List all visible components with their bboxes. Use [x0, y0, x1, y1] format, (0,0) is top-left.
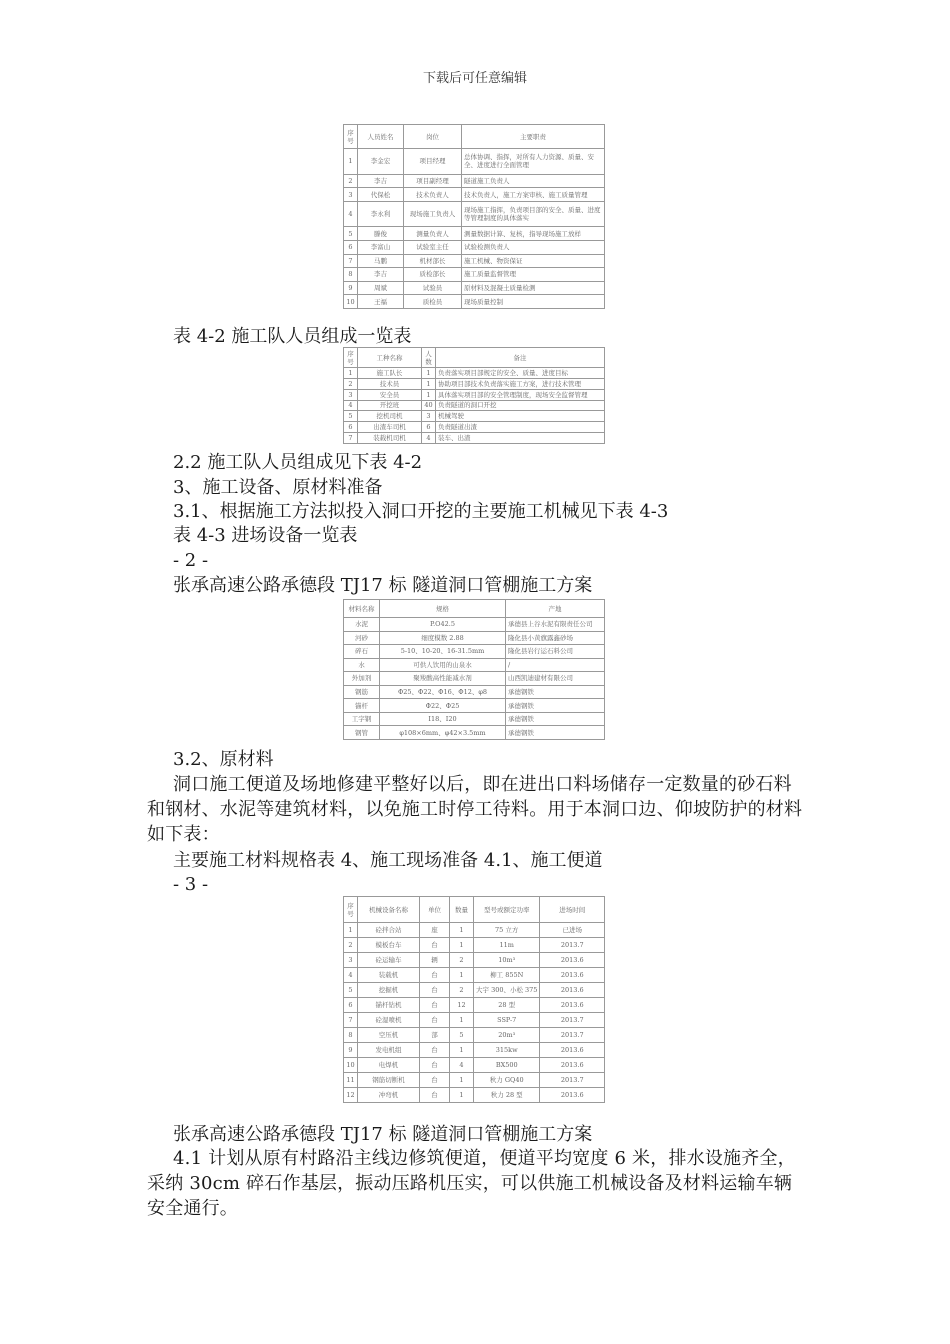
- table-header-cell: 数量: [450, 897, 474, 923]
- table-row: [344, 281, 605, 295]
- table-cell: 已进场: [540, 923, 605, 938]
- table-cell: 4: [344, 968, 358, 983]
- table-cell: 负责隧道的洞口开挖: [436, 400, 605, 411]
- table-cell: BX500: [474, 1058, 540, 1073]
- table-cell: 原材料及混凝土质量检测: [462, 281, 605, 295]
- table-cell: 1: [422, 378, 436, 389]
- table-cell: 2013.6: [540, 968, 605, 983]
- table-cell: 装载机司机: [358, 433, 422, 444]
- table-cell: 1: [422, 368, 436, 379]
- table-cell: 总体协调、指挥，对所有人力资源、质量、安全、进度进行全面管理: [462, 149, 605, 175]
- table-cell: 细度模数 2.88: [380, 631, 506, 645]
- table-cell: 11: [344, 1073, 358, 1088]
- materials-spec-line: 主要施工材料规格表 4、施工现场准备 4.1、施工便道: [173, 850, 603, 871]
- table-header-cell: 材料名称: [344, 600, 380, 618]
- table-row: [344, 953, 605, 968]
- table-cell: 质检员: [404, 295, 462, 309]
- table-cell: 隧道施工负责人: [462, 174, 605, 188]
- table-cell: 75 立方: [474, 923, 540, 938]
- section-3-heading: 3、施工设备、原材料准备: [173, 477, 383, 498]
- table-cell: 4: [344, 201, 358, 227]
- table-cell: P.O42.5: [380, 618, 506, 632]
- table-cell: 隆化县岩行运石料公司: [506, 645, 605, 659]
- table-cell: 台: [420, 1013, 450, 1028]
- table-cell: 柳工 855N: [474, 968, 540, 983]
- table-cell: 承德钢铁: [506, 712, 605, 726]
- table-cell: 技术员: [358, 378, 422, 389]
- access-road-paragraph: 4.1 计划从原有村路沿主线边修筑便道，便道平均宽度 6 米，排水设施齐全，采纳 30cm 碎石作基层，振动压路机压实，可以供施工机械设备及材料运输车辆安全通行。: [147, 1148, 796, 1219]
- table-cell: 6: [344, 422, 358, 433]
- table-cell: 9: [344, 281, 358, 295]
- table-cell: 台: [420, 998, 450, 1013]
- table-cell: 砼运输车: [358, 953, 420, 968]
- table-row: [344, 1013, 605, 1028]
- table-cell: 台: [420, 1073, 450, 1088]
- table-cell: 10: [344, 295, 358, 309]
- table-cell: 1: [450, 938, 474, 953]
- table-cell: 3: [344, 188, 358, 202]
- table-cell: 工字钢: [344, 712, 380, 726]
- table-row: [344, 685, 605, 699]
- table-cell: 台: [420, 938, 450, 953]
- table-cell: 1: [450, 968, 474, 983]
- table-cell: 5: [344, 227, 358, 241]
- table-cell: 1: [450, 1073, 474, 1088]
- table-cell: 协助项目部技术负责落实施工方案，进行技术管理: [436, 378, 605, 389]
- table-header-cell: 规格: [380, 600, 506, 618]
- table-cell: 马鹏: [358, 254, 404, 268]
- table-row: [344, 645, 605, 659]
- section-2-2: 2.2 施工队人员组成见下表 4-2: [173, 452, 423, 473]
- equipment-table: [343, 896, 605, 1103]
- table-cell: 2: [344, 174, 358, 188]
- table-cell: 锚杆: [344, 699, 380, 713]
- table-cell: 1: [422, 389, 436, 400]
- table-row: [344, 983, 605, 998]
- table-cell: 施工质量监督管理: [462, 268, 605, 282]
- table-cell: 开挖班: [358, 400, 422, 411]
- table-cell: 2013.6: [540, 1043, 605, 1058]
- table-cell: 试验员: [404, 281, 462, 295]
- table-cell: 5: [344, 411, 358, 422]
- table-row: [344, 672, 605, 686]
- table-row: [344, 378, 605, 389]
- team-table: [343, 347, 605, 444]
- table-cell: 测量数据计算、复核，指导现场施工放样: [462, 227, 605, 241]
- table-cell: 20m³: [474, 1028, 540, 1043]
- table-cell: 2013.6: [540, 953, 605, 968]
- table-cell: 4: [450, 1058, 474, 1073]
- table-header-cell: 产地: [506, 600, 605, 618]
- table-cell: 装车、出渣: [436, 433, 605, 444]
- table-cell: 9: [344, 1043, 358, 1058]
- table-row: [344, 998, 605, 1013]
- table-cell: 1: [450, 1043, 474, 1058]
- table-cell: 3: [344, 953, 358, 968]
- caption-table-4-3: 表 4-3 进场设备一览表: [173, 525, 358, 546]
- table-cell: 2013.7: [540, 1013, 605, 1028]
- table-cell: 3: [344, 389, 358, 400]
- table-row: [344, 174, 605, 188]
- page-number-2: - 2 -: [173, 550, 209, 571]
- table-cell: 秋力 GQ40: [474, 1073, 540, 1088]
- table-cell: 台: [420, 968, 450, 983]
- table-header-cell: 人数: [422, 348, 436, 368]
- table-cell: 承德县上谷水泥有限责任公司: [506, 618, 605, 632]
- table-cell: 2013.7: [540, 1073, 605, 1088]
- table-cell: 砼拌合站: [358, 923, 420, 938]
- table-cell: φ108×6mm、φ42×3.5mm: [380, 726, 506, 740]
- table-cell: 负责隧道出渣: [436, 422, 605, 433]
- table-cell: 2: [450, 953, 474, 968]
- table-cell: 李吉: [358, 174, 404, 188]
- table-cell: 发电机组: [358, 1043, 420, 1058]
- table-cell: 1: [450, 923, 474, 938]
- section-3-2: 3.2、原材料: [173, 749, 274, 770]
- table-cell: 装载机: [358, 968, 420, 983]
- table-cell: 大宇 300、小松 375: [474, 983, 540, 998]
- table-cell: 辆: [420, 953, 450, 968]
- table-cell: 模板台车: [358, 938, 420, 953]
- page-header: 下载后可任意编辑: [422, 71, 527, 86]
- table-cell: 试验检测负责人: [462, 241, 605, 255]
- table-cell: 6: [344, 241, 358, 255]
- table-cell: 电焊机: [358, 1058, 420, 1073]
- table-cell: 4: [422, 433, 436, 444]
- table-cell: 5: [344, 983, 358, 998]
- table-cell: 李吉: [358, 268, 404, 282]
- table-cell: 2013.6: [540, 998, 605, 1013]
- table-cell: 试验室主任: [404, 241, 462, 255]
- table-row: [344, 1088, 605, 1103]
- table-row: [344, 422, 605, 433]
- table-cell: 滕俊: [358, 227, 404, 241]
- table-row: [344, 400, 605, 411]
- table-cell: 负责落实项目部规定的安全、质量、进度目标: [436, 368, 605, 379]
- table-cell: 2013.6: [540, 983, 605, 998]
- table-cell: 具体落实项目部的安全管理制度，现场安全监督管理: [436, 389, 605, 400]
- table-row: [344, 712, 605, 726]
- table-cell: 技术负责人，施工方案审核、施工质量管理: [462, 188, 605, 202]
- table-cell: 部: [420, 1028, 450, 1043]
- table-cell: 安全员: [358, 389, 422, 400]
- table-header-cell: 岗位: [404, 125, 462, 149]
- table-cell: 李永利: [358, 201, 404, 227]
- table-row: [344, 433, 605, 444]
- running-title-2: 张承高速公路承德段 TJ17 标 隧道洞口管棚施工方案: [173, 1124, 593, 1145]
- table-header-cell: 机械设备名称: [358, 897, 420, 923]
- table-cell: 台: [420, 1088, 450, 1103]
- table-cell: 现场质量控制: [462, 295, 605, 309]
- table-row: [344, 389, 605, 400]
- table-cell: 承德钢铁: [506, 699, 605, 713]
- table-cell: 2: [450, 983, 474, 998]
- table-row: [344, 227, 605, 241]
- table-cell: 承德钢铁: [506, 726, 605, 740]
- table-header-cell: 进场时间: [540, 897, 605, 923]
- section-3-1: 3.1、根据施工方法拟投入洞口开挖的主要施工机械见下表 4-3: [173, 501, 669, 522]
- table-cell: 机械驾驶: [436, 411, 605, 422]
- table-cell: 李富山: [358, 241, 404, 255]
- table-cell: 水泥: [344, 618, 380, 632]
- table-row: [344, 968, 605, 983]
- table-cell: 现场施工指挥，负责项目部的安全、质量、进度等管理制度的具体落实: [462, 201, 605, 227]
- table-header-cell: 工种名称: [358, 348, 422, 368]
- table-row: [344, 149, 605, 175]
- table-cell: 山西凯迪建材有限公司: [506, 672, 605, 686]
- table-cell: 水: [344, 658, 380, 672]
- table-cell: 施工队长: [358, 368, 422, 379]
- table-cell: 2013.6: [540, 1088, 605, 1103]
- table-cell: 碎石: [344, 645, 380, 659]
- table-cell: 10: [344, 1058, 358, 1073]
- page-number-3: - 3 -: [173, 874, 209, 895]
- table-cell: 聚羧酸高性能减水剂: [380, 672, 506, 686]
- table-cell: 8: [344, 1028, 358, 1043]
- table-cell: 河砂: [344, 631, 380, 645]
- table-cell: SSP-7: [474, 1013, 540, 1028]
- table-row: [344, 1073, 605, 1088]
- table-cell: 2013.6: [540, 1058, 605, 1073]
- table-cell: /: [506, 658, 605, 672]
- table-cell: 隆化县小黄旗露鑫砂场: [506, 631, 605, 645]
- table-cell: 外加剂: [344, 672, 380, 686]
- table-row: [344, 188, 605, 202]
- table-cell: 钢管: [344, 726, 380, 740]
- table-cell: 钢筋切断机: [358, 1073, 420, 1088]
- table-row: [344, 1043, 605, 1058]
- table-row: [344, 411, 605, 422]
- table-header-cell: 序号: [344, 348, 358, 368]
- table-header-cell: 序号: [344, 125, 358, 149]
- table-cell: 周斌: [358, 281, 404, 295]
- table-header-cell: 人员姓名: [358, 125, 404, 149]
- table-row: [344, 618, 605, 632]
- personnel-table: [343, 124, 605, 309]
- table-cell: 技术负责人: [404, 188, 462, 202]
- table-cell: 项目经理: [404, 149, 462, 175]
- table-cell: 挖机司机: [358, 411, 422, 422]
- table-cell: 施工机械、物资保证: [462, 254, 605, 268]
- table-cell: 4: [344, 400, 358, 411]
- table-cell: 出渣车司机: [358, 422, 422, 433]
- table-row: [344, 658, 605, 672]
- table-row: [344, 938, 605, 953]
- table-cell: Φ22、Φ25: [380, 699, 506, 713]
- table-cell: 8: [344, 268, 358, 282]
- table-row: [344, 268, 605, 282]
- table-cell: 1: [344, 368, 358, 379]
- table-cell: Φ25、Φ22、Φ16、Φ12、φ8: [380, 685, 506, 699]
- table-cell: 台: [420, 1043, 450, 1058]
- table-cell: 3: [422, 411, 436, 422]
- table-cell: 挖掘机: [358, 983, 420, 998]
- table-cell: 代保松: [358, 188, 404, 202]
- table-row: [344, 201, 605, 227]
- table-header-cell: 型号或额定功率: [474, 897, 540, 923]
- table-cell: 1: [450, 1013, 474, 1028]
- table-cell: 项目副经理: [404, 174, 462, 188]
- table-cell: 40: [422, 400, 436, 411]
- table-cell: 5: [450, 1028, 474, 1043]
- table-cell: 1: [344, 149, 358, 175]
- table-cell: 空压机: [358, 1028, 420, 1043]
- table-cell: 5-10、10-20、16-31.5mm: [380, 645, 506, 659]
- table-cell: 承德钢铁: [506, 685, 605, 699]
- table-cell: 冲弯机: [358, 1088, 420, 1103]
- table-row: [344, 254, 605, 268]
- table-cell: 机材部长: [404, 254, 462, 268]
- table-cell: 台: [420, 983, 450, 998]
- table-cell: 王福: [358, 295, 404, 309]
- table-cell: 现场施工负责人: [404, 201, 462, 227]
- table-cell: 座: [420, 923, 450, 938]
- table-header-cell: 序号: [344, 897, 358, 923]
- table-cell: 钢筋: [344, 685, 380, 699]
- table-row: [344, 726, 605, 740]
- table-cell: 2013.7: [540, 938, 605, 953]
- table-row: [344, 1058, 605, 1073]
- table-cell: 李金宏: [358, 149, 404, 175]
- materials-paragraph: 洞口施工便道及场地修建平整好以后，即在进出口料场储存一定数量的砂石料和钢材、水泥等建筑材料，以免施工时停工待料。用于本洞口边、仰坡防护的材料如下表：: [147, 774, 803, 845]
- table-cell: 10m³: [474, 953, 540, 968]
- table-cell: I18、I20: [380, 712, 506, 726]
- table-row: [344, 699, 605, 713]
- table-cell: 6: [344, 998, 358, 1013]
- table-cell: 锚杆钻机: [358, 998, 420, 1013]
- table-cell: 质检部长: [404, 268, 462, 282]
- table-cell: 6: [422, 422, 436, 433]
- table-cell: 7: [344, 1013, 358, 1028]
- table-row: [344, 295, 605, 309]
- table-cell: 砼湿喷机: [358, 1013, 420, 1028]
- table-header-cell: 单位: [420, 897, 450, 923]
- table-cell: 可供人饮用的山泉水: [380, 658, 506, 672]
- table-cell: 28 型: [474, 998, 540, 1013]
- table-cell: 7: [344, 254, 358, 268]
- table-cell: 11m: [474, 938, 540, 953]
- table-row: [344, 923, 605, 938]
- running-title: 张承高速公路承德段 TJ17 标 隧道洞口管棚施工方案: [173, 575, 593, 596]
- table-row: [344, 368, 605, 379]
- table-header-cell: 备注: [436, 348, 605, 368]
- table-cell: 315kw: [474, 1043, 540, 1058]
- table-row: [344, 241, 605, 255]
- table-cell: 1: [344, 923, 358, 938]
- table-cell: 12: [344, 1088, 358, 1103]
- materials-table: [343, 599, 605, 740]
- table-cell: 2013.7: [540, 1028, 605, 1043]
- table-cell: 台: [420, 1058, 450, 1073]
- caption-table-4-2: 表 4-2 施工队人员组成一览表: [173, 326, 412, 347]
- table-cell: 1: [450, 1088, 474, 1103]
- table-cell: 秋力 28 型: [474, 1088, 540, 1103]
- table-cell: 2: [344, 938, 358, 953]
- table-row: [344, 631, 605, 645]
- table-cell: 2: [344, 378, 358, 389]
- table-header-cell: 主要职责: [462, 125, 605, 149]
- table-cell: 测量负责人: [404, 227, 462, 241]
- table-cell: 7: [344, 433, 358, 444]
- table-row: [344, 1028, 605, 1043]
- table-cell: 12: [450, 998, 474, 1013]
